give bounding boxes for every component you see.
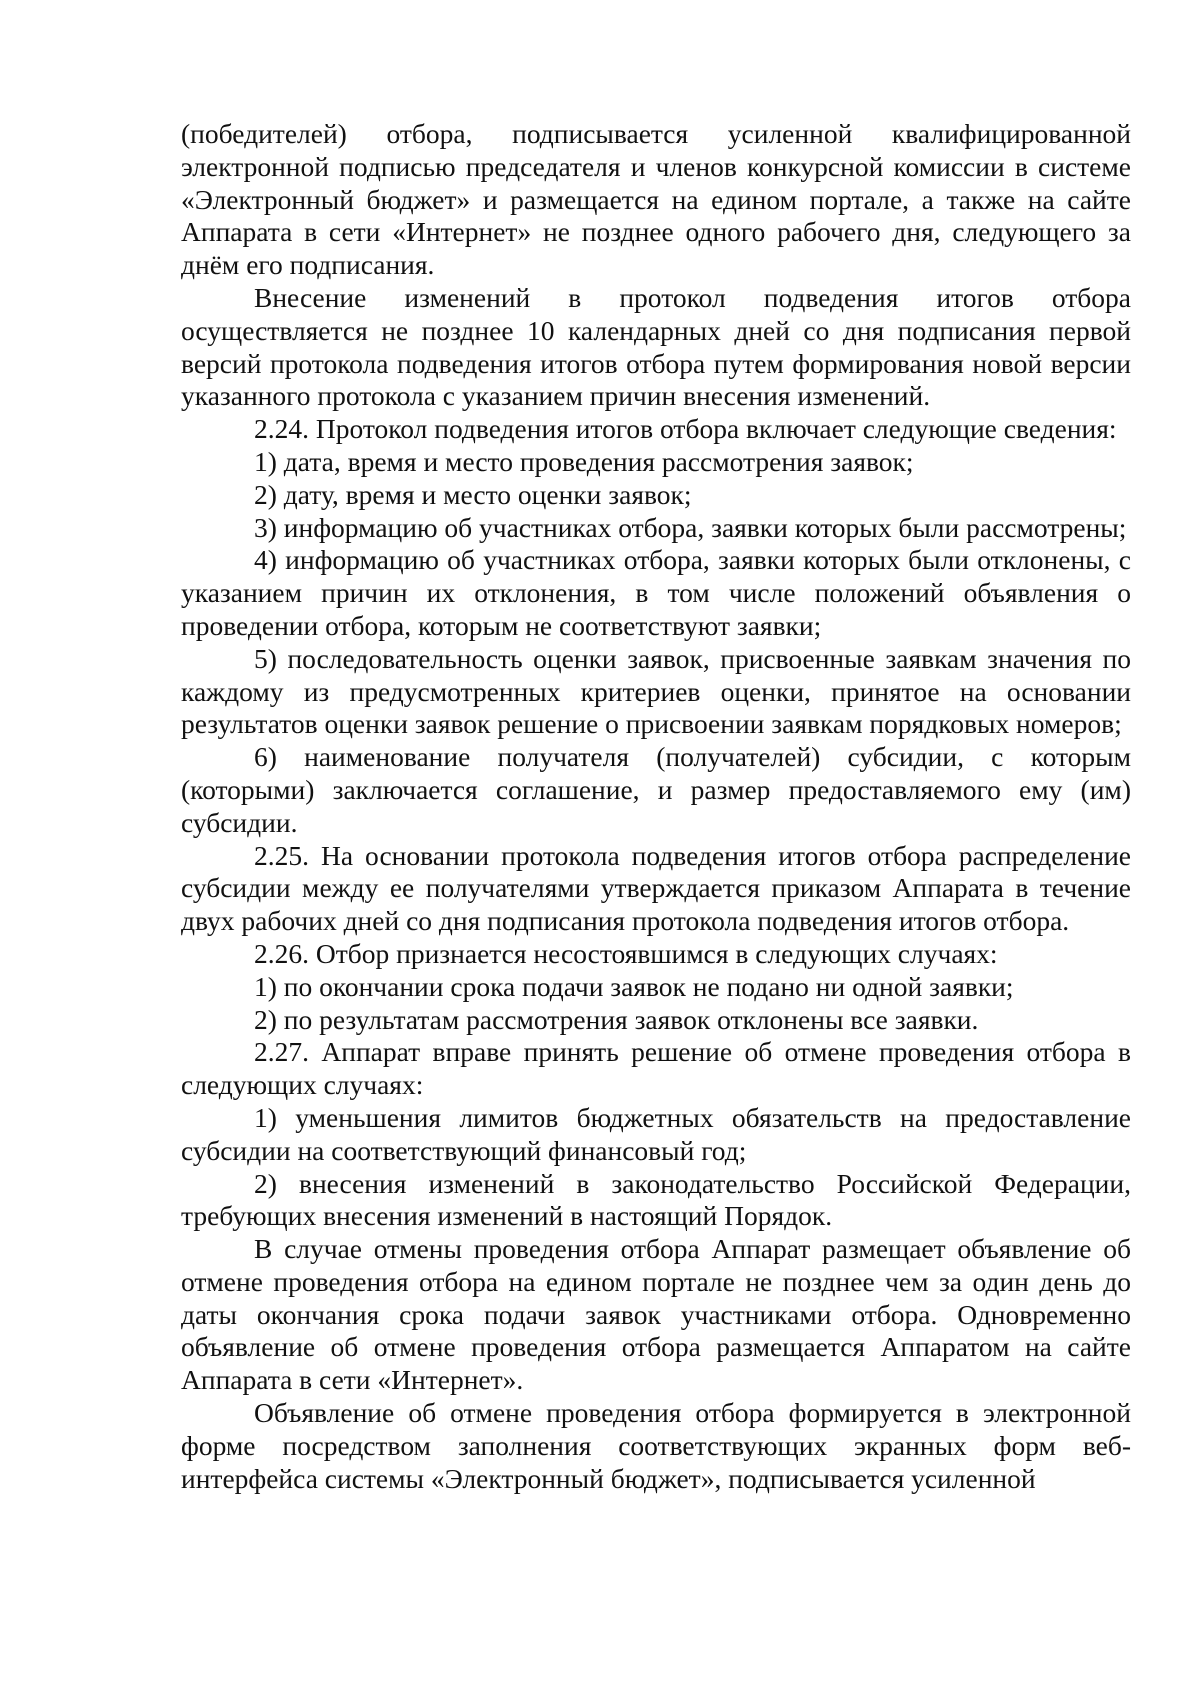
list-item-2-27-2: 2) внесения изменений в законодательство Российской Федерации, требующих внесения изменений в настоящий Порядок. [181,1167,1131,1232]
list-item-2-24-4: 4) информацию об участниках отбора, заявки которых были отклонены, с указанием причин их отклонения, в том числе положений объявления о проведении отбора, которым не соответствуют заявки; [181,544,1131,641]
paragraph-clause-2-25: 2.25. На основании протокола подведения итогов отбора распределение субсидии между ее получателями утверждается приказом Аппарата в течение двух рабочих дней со дня подписания протокола подведения итогов отбора. [181,839,1131,937]
paragraph-cancellation: В случае отмены проведения отбора Аппарат размещает объявление об отмене проведения отбора на едином портале не позднее чем за один день до даты окончания срока подачи заявок участниками отбора. Одновременно объявление об отмене проведения отбора размещается Аппаратом на сайте Аппарата в сети «Интернет». [181,1233,1131,1396]
list-item-2-24-1: 1) дата, время и место проведения рассмотрения заявок; [254,445,914,477]
list-item-2-26-2: 2) по результатам рассмотрения заявок отклонены все заявки. [254,1003,979,1035]
paragraph-clause-2-24: 2.24. Протокол подведения итогов отбора включает следующие сведения: [254,413,1117,445]
list-item-2-24-5: 5) последовательность оценки заявок, присвоенные заявкам значения по каждому из предусмотренных критериев оценки, принятое на основании результатов оценки заявок решение о присвоении заявкам порядковых номеров; [181,642,1131,740]
list-item-2-27-1: 1) уменьшения лимитов бюджетных обязательств на предоставление субсидии на соответствующий финансовый год; [181,1101,1131,1166]
paragraph-clause-2-27: 2.27. Аппарат вправе принять решение об отмене проведения отбора в следующих случаях: [181,1036,1131,1101]
document-body [181,118,1131,1495]
list-item-2-24-6: 6) наименование получателя (получателей) субсидии, с которым (которыми) заключается соглашение, и размер предоставляемого ему (им) субсидии. [181,741,1131,838]
list-item-2-26-1: 1) по окончании срока подачи заявок не подано ни одной заявки; [254,970,1014,1002]
paragraph-cancellation-notice: Объявление об отмене проведения отбора формируется в электронной форме посредством заполнения соответствующих экранных форм веб-интерфейса системы «Электронный бюджет», подписывается усиленной [181,1397,1131,1494]
list-item-2-24-2: 2) дату, время и место оценки заявок; [254,478,692,510]
list-item-2-24-3: 3) информацию об участниках отбора, заявки которых были рассмотрены; [254,511,1127,543]
paragraph-protocol-changes: Внесение изменений в протокол подведения итогов отбора осуществляется не позднее 10 календарных дней со дня подписания первой версий протокола подведения итогов отбора путем формирования новой версии указанного протокола с указанием причин внесения изменений. [181,281,1131,412]
paragraph-continuation: (победителей) отбора, подписывается усиленной квалифицированной электронной подписью председателя и членов конкурсной комиссии в системе «Электронный бюджет» и размещается на едином портале, а также на сайте Аппарата в сети «Интернет» не позднее одного рабочего дня, следующего за днём его подписания. [181,118,1131,281]
paragraph-clause-2-26: 2.26. Отбор признается несостоявшимся в следующих случаях: [254,937,998,969]
